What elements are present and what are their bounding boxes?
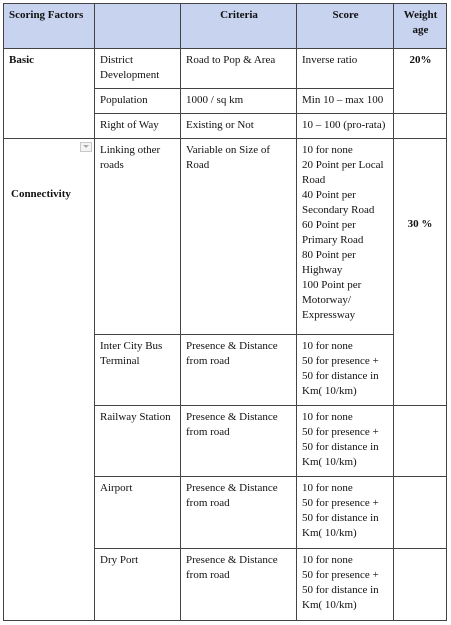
subfactor-cell — [95, 406, 181, 477]
subfactor-cell — [95, 335, 181, 406]
score-text: Km( 10/km) — [302, 527, 357, 539]
criteria-cell — [181, 549, 297, 621]
score-text: Primary Road — [302, 234, 364, 246]
dropdown-arrow-icon[interactable] — [80, 142, 92, 152]
score-text: 10 for none — [302, 144, 353, 156]
subfactor-text: Inter City Bus — [100, 340, 163, 352]
score-text: Km( 10/km) — [302, 385, 357, 397]
table-row — [4, 49, 447, 89]
criteria-text: Road — [186, 159, 210, 171]
criteria-cell — [181, 477, 297, 549]
score-text: 50 for distance in — [302, 584, 379, 596]
header-row — [4, 4, 447, 49]
subfactor-text: District — [100, 54, 133, 66]
criteria-text: Existing or Not — [186, 119, 254, 131]
score-text: 50 for presence + — [302, 497, 379, 509]
score-text: 10 for none — [302, 554, 353, 566]
criteria-cell — [181, 114, 297, 139]
weight-empty-cell — [394, 406, 447, 477]
score-text: 20 Point per Local — [302, 159, 384, 171]
factor-connectivity-label: Connectivity — [11, 188, 71, 200]
score-text: 100 Point per — [302, 279, 362, 291]
criteria-cell — [181, 89, 297, 114]
criteria-text: from road — [186, 426, 230, 438]
score-text: 50 for distance in — [302, 441, 379, 453]
score-cell — [297, 139, 394, 335]
criteria-text: from road — [186, 497, 230, 509]
score-cell — [297, 406, 394, 477]
weight-basic: 20% — [394, 49, 447, 114]
table-row — [4, 139, 447, 335]
criteria-cell — [181, 335, 297, 406]
subfactor-cell — [95, 139, 181, 335]
subfactor-text: Terminal — [100, 355, 140, 367]
subfactor-text: Dry Port — [100, 554, 139, 566]
score-text: 50 for presence + — [302, 355, 379, 367]
subfactor-cell — [95, 549, 181, 621]
score-text: Km( 10/km) — [302, 599, 357, 611]
weight-empty-cell — [394, 114, 447, 139]
criteria-text: Presence & Distance — [186, 482, 278, 494]
score-cell — [297, 89, 394, 114]
score-text: Km( 10/km) — [302, 456, 357, 468]
subfactor-cell — [95, 114, 181, 139]
factor-basic: Basic — [4, 49, 95, 139]
weight-empty-cell — [394, 549, 447, 621]
criteria-text: Presence & Distance — [186, 340, 278, 352]
subfactor-cell — [95, 477, 181, 549]
score-text: Highway — [302, 264, 343, 276]
score-text: Secondary Road — [302, 204, 375, 216]
criteria-text: from road — [186, 569, 230, 581]
subfactor-text: Right of Way — [100, 119, 159, 131]
header-criteria: Criteria — [181, 4, 297, 49]
header-score: Score — [297, 4, 394, 49]
score-text: 50 for distance in — [302, 370, 379, 382]
criteria-text: Variable on Size of — [186, 144, 270, 156]
score-cell — [297, 477, 394, 549]
criteria-text: 1000 / sq km — [186, 94, 244, 106]
criteria-cell — [181, 406, 297, 477]
score-text: 80 Point per — [302, 249, 356, 261]
factor-connectivity — [4, 139, 95, 621]
subfactor-cell — [95, 89, 181, 114]
subfactor-text: Linking other — [100, 144, 161, 156]
score-text: 10 – 100 (pro-rata) — [302, 119, 386, 131]
score-text: 50 for presence + — [302, 426, 379, 438]
score-text: Road — [302, 174, 326, 186]
header-subfactor — [95, 4, 181, 49]
subfactor-text: roads — [100, 159, 124, 171]
score-text: Expressway — [302, 309, 356, 321]
subfactor-cell — [95, 49, 181, 89]
subfactor-text: Airport — [100, 482, 133, 494]
score-text: Min 10 – max 100 — [302, 94, 384, 106]
criteria-cell — [181, 49, 297, 89]
table-header — [4, 4, 447, 49]
score-text: 10 for none — [302, 482, 353, 494]
score-text: 60 Point per — [302, 219, 356, 231]
subfactor-text: Development — [100, 69, 160, 81]
score-text: Motorway/ — [302, 294, 351, 306]
header-weightage — [394, 4, 447, 49]
score-cell — [297, 49, 394, 89]
weight-empty-cell — [394, 477, 447, 549]
header-scoring-factors: Scoring Factors — [4, 4, 95, 49]
subfactor-text: Population — [100, 94, 148, 106]
subfactor-text: Railway Station — [100, 411, 171, 423]
weight-connectivity-label: 30 % — [407, 218, 433, 230]
score-text: 10 for none — [302, 340, 353, 352]
criteria-text: Presence & Distance — [186, 554, 278, 566]
score-text: 50 for distance in — [302, 512, 379, 524]
header-weight-line2: age — [412, 24, 429, 36]
score-cell — [297, 335, 394, 406]
criteria-text: Presence & Distance — [186, 411, 278, 423]
criteria-text: Road to Pop & Area — [186, 54, 276, 66]
score-cell — [297, 114, 394, 139]
criteria-text: from road — [186, 355, 230, 367]
score-text: Inverse ratio — [302, 54, 358, 66]
score-cell — [297, 549, 394, 621]
weight-connectivity — [394, 139, 447, 406]
score-text: 10 for none — [302, 411, 353, 423]
score-text: 50 for presence + — [302, 569, 379, 581]
criteria-cell — [181, 139, 297, 335]
scoring-table — [3, 3, 447, 621]
header-weight-line1: Weight — [403, 9, 438, 21]
score-text: 40 Point per — [302, 189, 356, 201]
